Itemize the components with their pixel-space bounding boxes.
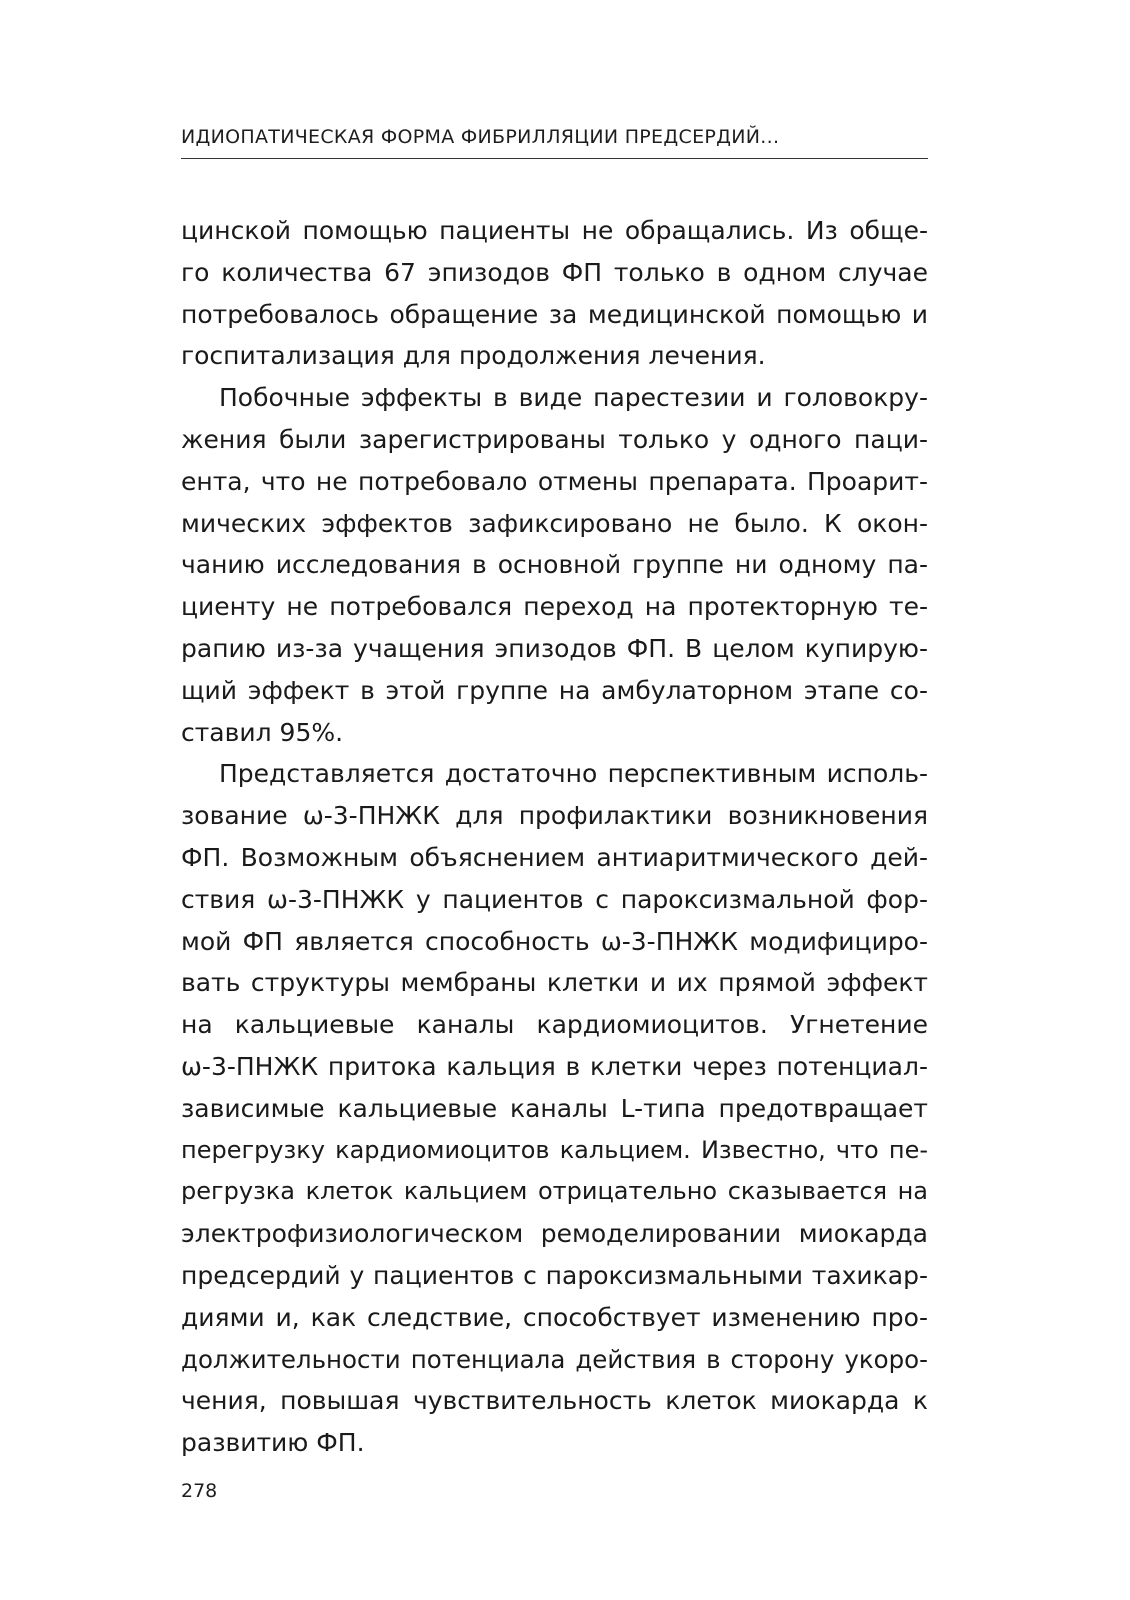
text-line: го количества 67 эпизодов ФП только в одном случае [181, 257, 928, 287]
text-line: щий эффект в этой группе на амбулаторном этапе со- [181, 675, 928, 705]
text-line: должительности потенциала действия в сторону укоро- [181, 1344, 928, 1374]
text-line: госпитализация для продолжения лечения. [181, 341, 766, 371]
text-line: ω-3-ПНЖК притока кальция в клетки через потенциал- [181, 1051, 928, 1081]
text-line: жения были зарегистрированы только у одного паци- [181, 424, 928, 454]
header-rule [181, 158, 928, 159]
text-line: ствия ω-3-ПНЖК у пациентов с пароксизмальной фор- [181, 884, 928, 914]
text-line: чанию исследования в основной группе ни одному па- [181, 550, 928, 580]
text-line: ФП. Возможным объяснением антиаритмического дей- [181, 842, 928, 872]
text-line: рапию из-за учащения эпизодов ФП. В целом купирую- [181, 633, 928, 663]
text-line: ента, что не потребовало отмены препарата. Проарит- [181, 466, 928, 496]
paragraph-3 [181, 753, 928, 1464]
text-line: потребовалось обращение за медицинской помощью и [181, 299, 928, 329]
text-line: мических эффектов зафиксировано не было. К окон- [181, 508, 928, 538]
text-line: диями и, как следствие, способствует изменению про- [181, 1302, 928, 1332]
body-text [181, 210, 928, 1464]
text-line: электрофизиологическом ремоделировании миокарда [181, 1219, 928, 1249]
text-line: зование ω-3-ПНЖК для профилактики возникновения [181, 801, 928, 831]
text-line: на кальциевые каналы кардиомиоцитов. Угнетение [181, 1010, 928, 1040]
running-head: ИДИОПАТИЧЕСКАЯ ФОРМА ФИБРИЛЛЯЦИИ ПРЕДСЕРДИЙ... [181, 126, 780, 148]
paragraph-1 [181, 210, 928, 377]
text-line: регрузка клеток кальцием отрицательно сказывается на [181, 1177, 928, 1206]
text-line: цинской помощью пациенты не обращались. Из обще- [181, 216, 928, 245]
text-line: Представляется достаточно перспективным исполь- [219, 759, 928, 789]
text-line: вать структуры мембраны клетки и их прямой эффект [181, 968, 928, 998]
text-line: циенту не потребовался переход на протекторную те- [181, 592, 928, 622]
page-number: 278 [181, 1480, 218, 1502]
text-line: перегрузку кардиомиоцитов кальцием. Известно, что пе- [181, 1135, 928, 1164]
text-line: чения, повышая чувствительность клеток миокарда к [181, 1386, 928, 1416]
paragraph-2 [181, 377, 928, 753]
text-line: ставил 95%. [181, 717, 344, 747]
text-line: мой ФП является способность ω-3-ПНЖК модифициро- [181, 926, 928, 956]
text-line: предсердий у пациентов с пароксизмальными тахикар- [181, 1260, 928, 1290]
text-line: зависимые кальциевые каналы L-типа предотвращает [181, 1093, 928, 1123]
text-line: развитию ФП. [181, 1428, 365, 1458]
text-line: Побочные эффекты в виде парестезии и головокру- [219, 383, 928, 413]
